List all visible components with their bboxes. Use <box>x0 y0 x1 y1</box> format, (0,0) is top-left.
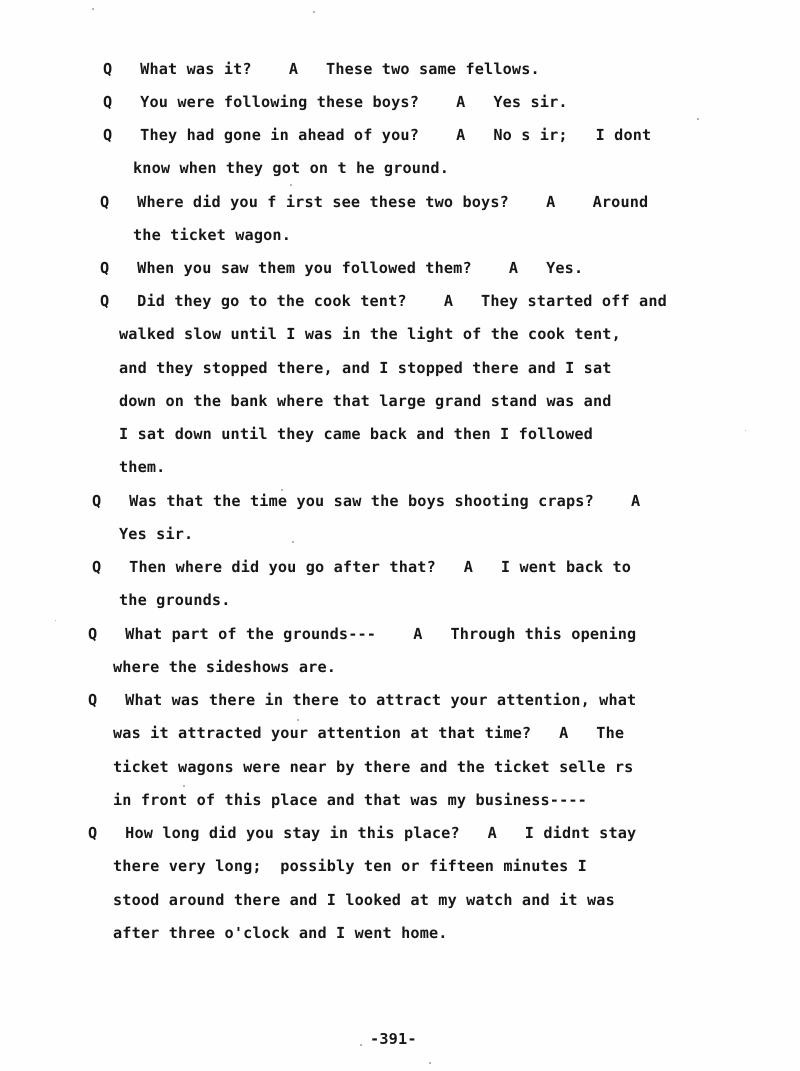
transcript-line: where the sideshows are. <box>113 658 337 676</box>
paper-speck <box>92 8 94 10</box>
transcript-line: Q Did they go to the cook tent? A They started off and <box>100 292 667 310</box>
transcript-line: after three o'clock and I went home. <box>113 924 448 942</box>
page-number: -391- <box>370 1030 417 1048</box>
transcript-line: them. <box>119 458 166 476</box>
transcript-line: in front of this place and that was my business---- <box>113 791 587 809</box>
transcript-line: know when they got on t he ground. <box>133 159 449 177</box>
transcript-line: ticket wagons were near by there and the ticket selle rs <box>113 758 634 776</box>
transcript-line: down on the bank where that large grand stand was and <box>119 392 612 410</box>
paper-speck <box>297 719 299 721</box>
transcript-line: I sat down until they came back and then I followed <box>119 425 593 443</box>
transcript-line: Q What part of the grounds--- A Through this opening <box>88 625 637 643</box>
paper-speck <box>313 11 315 13</box>
transcript-line: the ticket wagon. <box>133 226 291 244</box>
paper-speck <box>697 118 699 120</box>
transcript-line: Q How long did you stay in this place? A I didnt stay <box>88 824 637 842</box>
paper-speck <box>183 785 185 787</box>
paper-speck <box>429 1062 431 1064</box>
transcript-line: Q You were following these boys? A Yes sir. <box>103 93 568 111</box>
paper-speck <box>281 489 283 491</box>
transcript-line: Q Where did you f irst see these two boys? A Around <box>100 193 649 211</box>
transcript-line: Yes sir. <box>119 525 194 543</box>
transcript-line: and they stopped there, and I stopped there and I sat <box>119 359 612 377</box>
transcript-line: Q When you saw them you followed them? A Yes. <box>100 259 584 277</box>
transcript-line: Q They had gone in ahead of you? A No s ir; I dont <box>103 126 652 144</box>
transcript-line: the grounds. <box>119 591 231 609</box>
transcript-line: was it attracted your attention at that time? A The <box>113 724 625 742</box>
paper-speck <box>290 184 292 186</box>
paper-speck <box>292 541 294 543</box>
paper-speck <box>745 430 746 431</box>
paper-speck <box>55 620 56 621</box>
transcript-line: Q Then where did you go after that? A I went back to <box>92 558 632 576</box>
transcript-line: Q Was that the time you saw the boys shooting craps? A <box>92 492 641 510</box>
transcript-line: walked slow until I was in the light of the cook tent, <box>119 325 621 343</box>
transcript-line: Q What was it? A These two same fellows. <box>103 60 540 78</box>
transcript-line: there very long; possibly ten or fifteen minutes I <box>113 857 587 875</box>
transcript-line: stood around there and I looked at my watch and it was <box>113 891 615 909</box>
transcript-line: Q What was there in there to attract your attention, what <box>88 691 637 709</box>
paper-speck <box>360 1044 362 1046</box>
